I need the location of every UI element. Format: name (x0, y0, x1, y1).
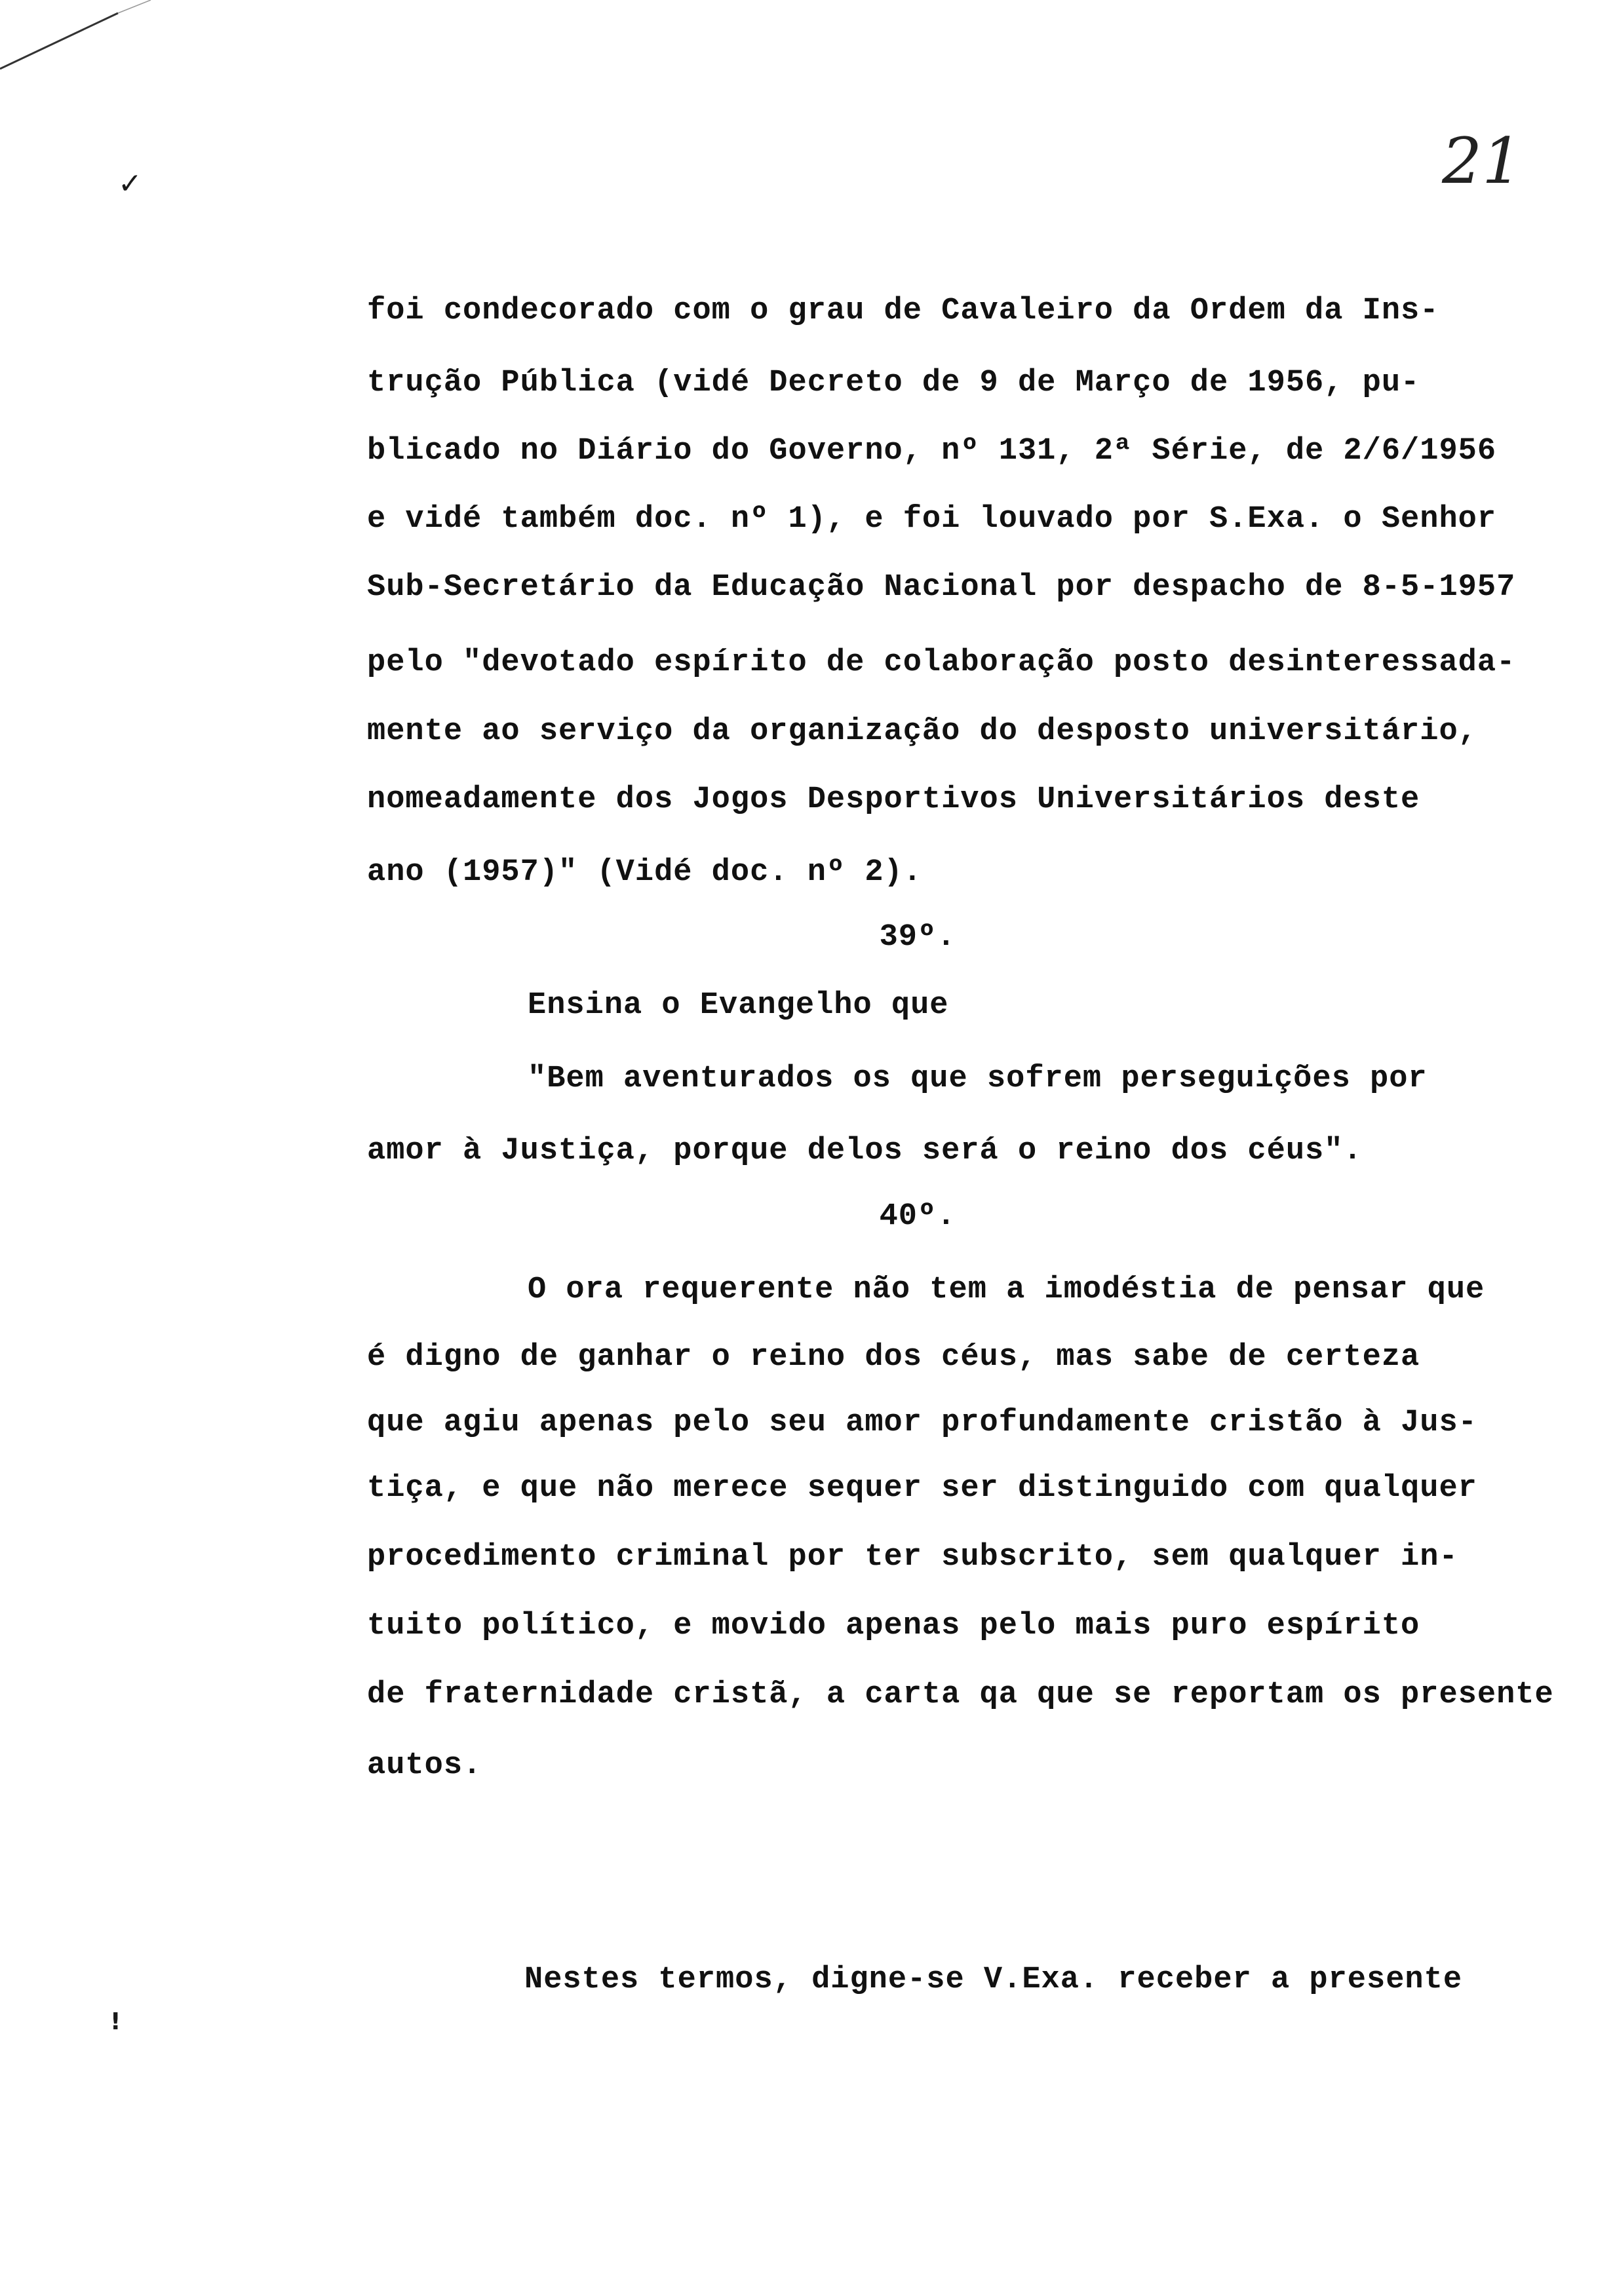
body-line: ano (1957)" (Vidé doc. nº 2). (367, 855, 922, 890)
body-line: procedimento criminal por ter subscrito, sem qualquer in- (367, 1540, 1458, 1575)
margin-mark: ! (110, 2008, 121, 2035)
page-number: 21 (1442, 124, 1523, 198)
tick-mark: ✓ (118, 167, 142, 201)
body-line: O ora requerente não tem a imodéstia de pensar que (528, 1272, 1485, 1307)
body-line: é digno de ganhar o reino dos céus, mas sabe de certeza (367, 1340, 1420, 1375)
body-line: blicado no Diário do Governo, nº 131, 2ª Série, de 2/6/1956 (367, 434, 1497, 469)
body-line: que agiu apenas pelo seu amor profundamente cristão à Jus- (367, 1406, 1477, 1440)
body-line: foi condecorado com o grau de Cavaleiro da Ordem da Ins- (367, 294, 1439, 328)
section-number: 40º. (879, 1199, 956, 1234)
body-line: trução Pública (vidé Decreto de 9 de Março de 1956, pu- (367, 366, 1420, 400)
quote-line: amor à Justiça, porque delos será o reino dos céus". (367, 1134, 1363, 1168)
body-line: tiça, e que não merece sequer ser distinguido com qualquer (367, 1471, 1477, 1506)
body-line: e vidé também doc. nº 1), e foi louvado por S.Exa. o Senhor (367, 502, 1497, 537)
quote-line: "Bem aventurados os que sofrem perseguições por (528, 1062, 1428, 1096)
body-line: tuito político, e movido apenas pelo mais puro espírito (367, 1609, 1420, 1643)
corner-scan-line (0, 0, 170, 79)
body-line: Ensina o Evangelho que (528, 988, 949, 1023)
body-line: de fraternidade cristã, a carta qa que se reportam os presente (367, 1677, 1554, 1712)
section-number: 39º. (879, 920, 956, 955)
body-line: autos. (367, 1748, 482, 1783)
closing-line: Nestes termos, digne-se V.Exa. receber a presente (524, 1962, 1463, 1997)
body-line: mente ao serviço da organização do desposto universitário, (367, 714, 1477, 749)
body-line: pelo "devotado espírito de colaboração posto desinteressada- (367, 645, 1516, 680)
body-line: Sub-Secretário da Educação Nacional por despacho de 8-5-1957 (367, 570, 1516, 605)
body-line: nomeadamente dos Jogos Desportivos Universitários deste (367, 782, 1420, 817)
